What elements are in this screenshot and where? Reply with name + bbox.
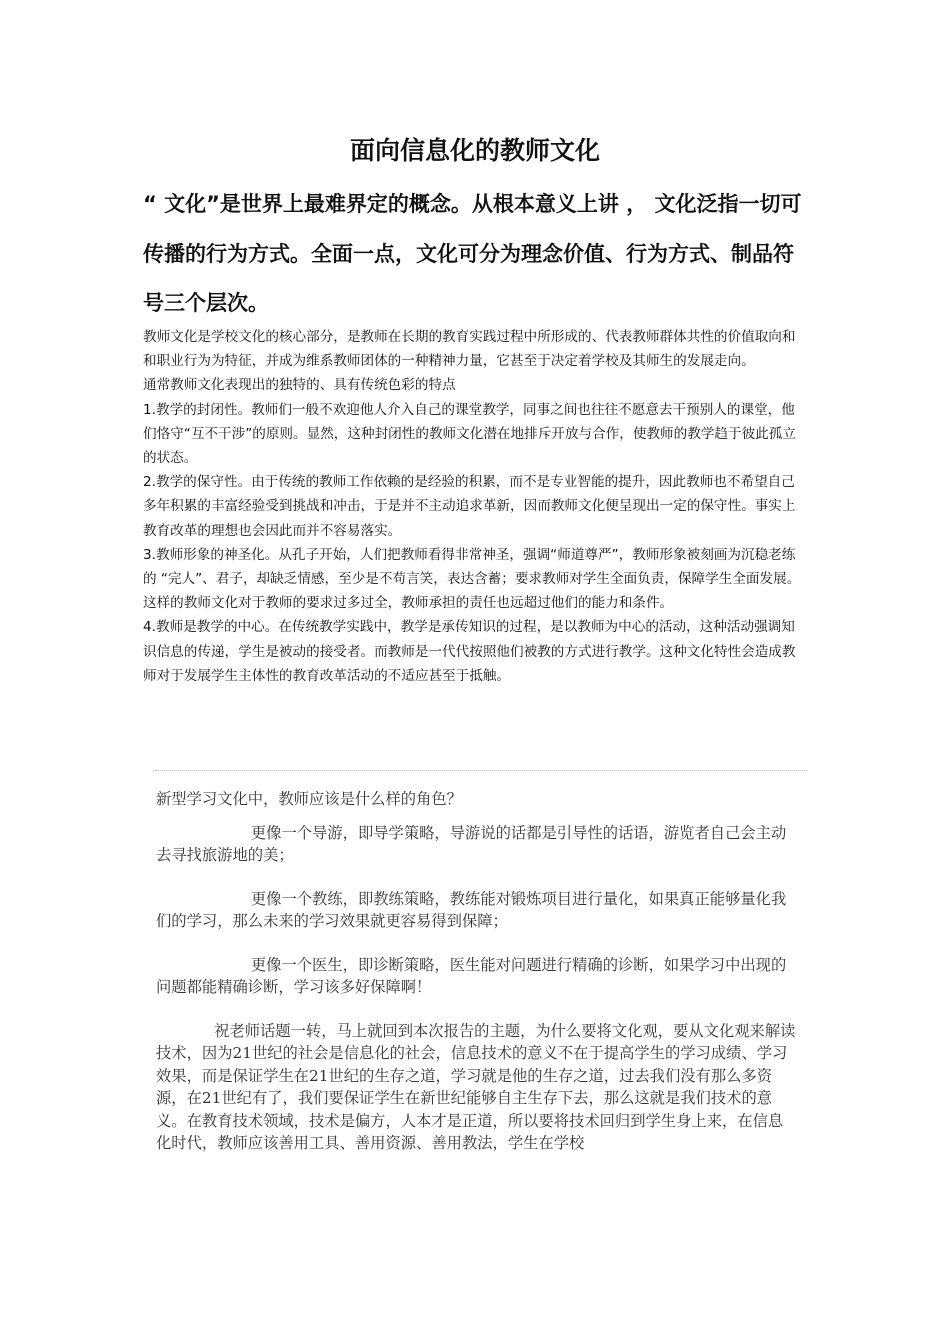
section-divider xyxy=(155,770,807,771)
feature-item-3: 3.教师形象的神圣化。从孔子开始，人们把教师看得非常神圣，强调“师道尊严”，教师形象被刻画为沉稳老练的 “完人”、君子，却缺乏情感，至少是不苟言笑，表达含蓄；要求教师对学生全面负责，保障学生全面发展。这样的教师文化对于教师的要求过多过全，教师承担的责任也远超过他们的能力和条件。 xyxy=(143,546,801,612)
feature-item-1: 1.教学的封闭性。教师们一般不欢迎他人介入自己的课堂教学，同事之间也往往不愿意去干预别人的课堂，他们恪守“互不干涉”的原则。显然，这种封闭性的教师文化潜在地排斥开放与合作，使教师的教学趋于彼此孤立的状态。 xyxy=(143,401,796,467)
role-coach-paragraph: 更像一个教练，即教练策略，教练能对锻炼项目进行量化，如果真正能够量化我们的学习，那么未来的学习效果就更容易得到保障； xyxy=(156,889,787,930)
features-heading: 通常教师文化表现出的独特的、具有传统色彩的特点 xyxy=(143,377,456,394)
teacher-culture-section xyxy=(143,325,808,688)
lead-paragraph: “ 文化”是世界上最难界定的概念。从根本意义上讲 ， 文化泛指一切可传播的行为方式。全面一点，文化可分为理念价值、行为方式、制品符号三个层次。 xyxy=(143,192,802,315)
intro-paragraph: 教师文化是学校文化的核心部分，是教师在长期的教育实践过程中所形成的、代表教师群体共性的价值取向和和职业行为为特征，并成为维系教师团体的一种精神力量，它甚至于决定着学校及其师生的发展走向。 xyxy=(143,329,796,370)
document-title: 面向信息化的教师文化 xyxy=(349,136,600,165)
feature-item-2: 2.教学的保守性。由于传统的教师工作依赖的是经验的积累，而不是专业智能的提升，因此教师也不希望自己多年积累的丰富经验受到挑战和冲击，于是并不主动追求革新，因而教师文化便呈现出一定的保守性。事实上教育改革的理想也会因此而并不容易落实。 xyxy=(143,474,796,539)
closing-paragraph: 祝老师话题一转，马上就回到本次报告的主题，为什么要将文化观，要从文化观来解读技术，因为21世纪的社会是信息化的社会，信息技术的意义不在于提高学生的学习成绩、学习效果，而是保证学生在21世纪的生存之道，学习就是他的生存之道，过去我们没有那么多资源，在21世纪有了，我们要保证学生在新世纪能够自主生存下去，那么这就是我们技术的意义。在教育技术领域，技术是偏方，人本才是正道，所以要将技术回归到学生身上来，在信息化时代，教师应该善用工具、善用资源、善用教法，学生在学校 xyxy=(156,1021,796,1152)
role-question: 新型学习文化中，教师应该是什么样的角色？ xyxy=(156,790,462,808)
learning-culture-section xyxy=(156,788,796,1155)
role-guide-paragraph: 更像一个导游，即导学策略，导游说的话都是引导性的话语，游览者自己会主动去寻找旅游地的美； xyxy=(156,823,787,864)
role-doctor-paragraph: 更像一个医生，即诊断策略，医生能对问题进行精确的诊断，如果学习中出现的问题都能精确诊断，学习该多好保障啊！ xyxy=(156,955,787,996)
feature-item-4: 4.教师是教学的中心。在传统教学实践中，教学是承传知识的过程，是以教师为中心的活动，这种活动强调知识信息的传递，学生是被动的接受者。而教师是一代代按照他们被教的方式进行教学。这种文化特性会造成教师对于发展学生主体性的教育改革活动的不适应甚至于抵触。 xyxy=(143,619,796,684)
